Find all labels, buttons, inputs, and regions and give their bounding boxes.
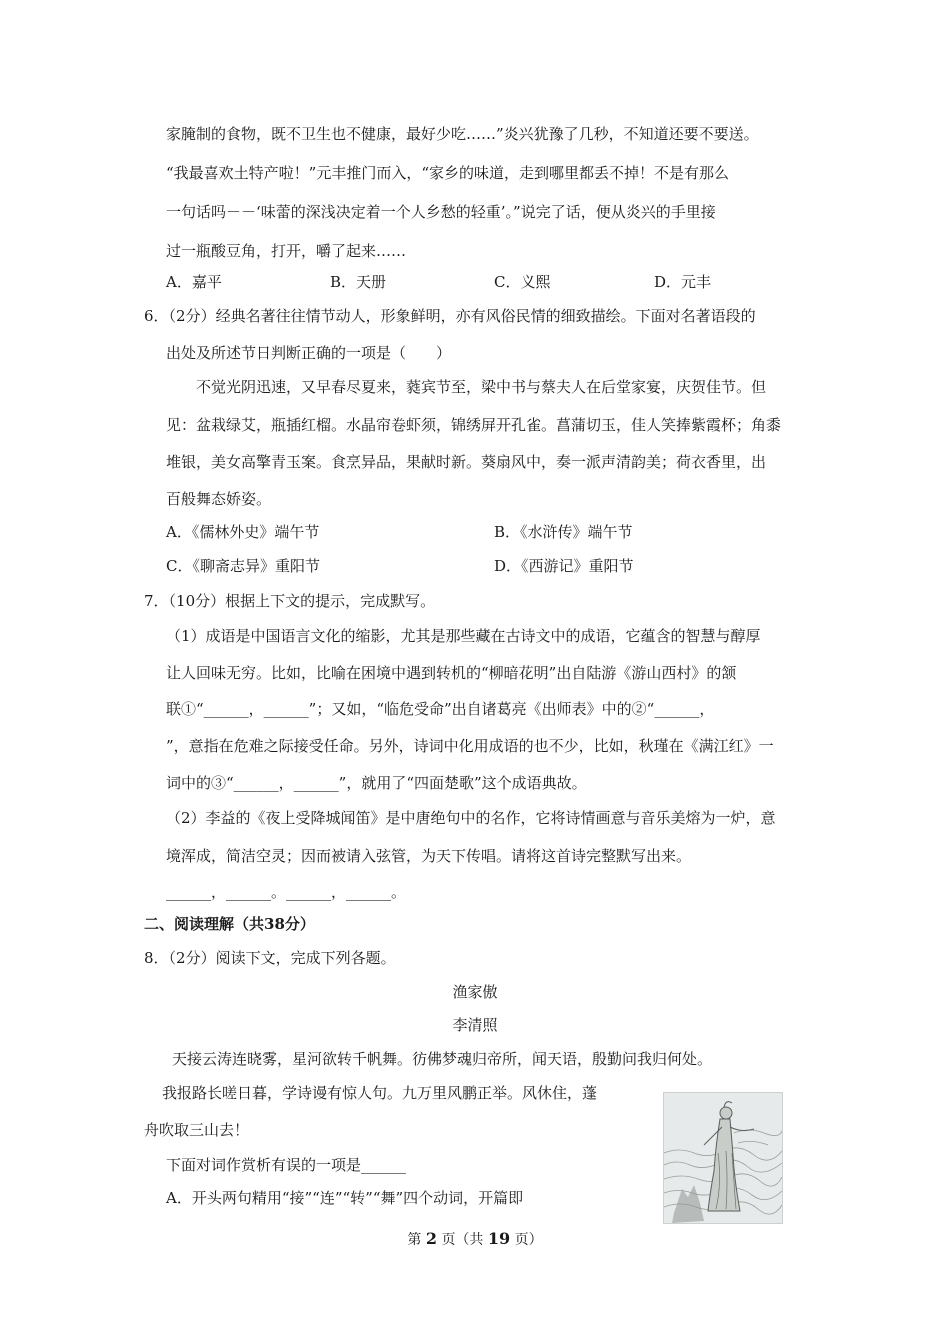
q6-option-b[interactable]: B．《水浒传》端午节 [494, 523, 633, 541]
poem-line: 我报路长嗟日暮，学诗谩有惊人句。九万里风鹏正举。风休住，蓬 [162, 1084, 598, 1102]
q6-passage-line: 见：盆栽绿艾，瓶插红榴。水晶帘卷虾须，锦绣屏开孔雀。菖蒲切玉，佳人笑捧紫霞杯；角黍 [166, 416, 782, 434]
q7-line: ”，意指在危难之际接受任命。另外，诗词中化用成语的也不少，比如，秋瑾在《满江红》一 [166, 737, 774, 755]
footer-prefix: 第 [407, 1232, 422, 1248]
q6-passage-line: 堆银，美女高擎青玉案。食烹异品，果献时新。葵扇风中，奏一派声清韵美；荷衣香里，出 [166, 453, 767, 471]
current-page-number: 2 [425, 1229, 437, 1248]
q7-line: 境浑成，简洁空灵；因而被请入弦管，为天下传唱。请将这首诗完整默写出来。 [166, 847, 692, 865]
q7-stem: 7．（10分）根据上下文的提示，完成默写。 [144, 592, 436, 610]
q5-passage-line: “我最喜欢土特产啦！”元丰推门而入，“家乡的味道，走到哪里都丢不掉！不是有那么 [166, 164, 730, 182]
q6-option-a[interactable]: A．《儒林外史》端午节 [166, 523, 320, 541]
q6-stem-line: 6．（2分）经典名著往往情节动人，形象鲜明，亦有风俗民情的细致描绘。下面对名著语段的 [144, 307, 756, 325]
q8-stem: 8．（2分）阅读下文，完成下列各题。 [144, 949, 396, 967]
q5-passage-line: 家腌制的食物，既不卫生也不健康，最好少吃……”炎兴犹豫了几秒，不知道还要不要送。 [166, 125, 759, 143]
q5-option-c[interactable]: C．义熙 [494, 273, 551, 291]
q7-line: 联①“______，______”；又如，“临危受命”出自诸葛亮《出师表》中的②“______， [166, 700, 715, 718]
q5-option-a[interactable]: A．嘉平 [166, 273, 222, 291]
q6-passage-line: 不觉光阴迅速，又早春尽夏来，蕤宾节至，梁中书与蔡夫人在后堂家宴，庆贺佳节。但 [196, 378, 767, 396]
poem-title: 渔家傲 [452, 983, 498, 1001]
q6-option-c[interactable]: C．《聊斋志异》重阳节 [166, 557, 320, 575]
q5-passage-line: 过一瓶酸豆角，打开，嚼了起来…… [166, 242, 407, 260]
footer-suffix: 页） [514, 1232, 543, 1248]
q7-line: 让人回味无穷。比如，比喻在困境中遇到转机的“柳暗花明”出自陆游《游山西村》的颔 [166, 664, 737, 682]
poet-illustration [663, 1092, 783, 1224]
q8-question: 下面对词作赏析有误的一项是______ [166, 1156, 407, 1174]
poem-line: 舟吹取三山去！ [144, 1121, 250, 1139]
q7-line: 词中的③“______，______”，就用了“四面楚歌”这个成语典故。 [166, 774, 587, 792]
q5-passage-line: 一句话吗－－‘味蕾的深浅决定着一个人乡愁的轻重’。”说完了话，便从炎兴的手里接 [166, 203, 716, 221]
q7-line: （2）李益的《夜上受降城闻笛》是中唐绝句中的名作，它将诗情画意与音乐美熔为一炉，意 [166, 809, 776, 827]
q6-passage-line: 百般舞态娇姿。 [166, 490, 272, 508]
q6-option-d[interactable]: D．《西游记》重阳节 [494, 557, 634, 575]
q5-option-d[interactable]: D．元丰 [654, 273, 712, 291]
total-pages-number: 19 [487, 1229, 511, 1248]
page-footer [0, 1229, 950, 1250]
q7-answer-blanks[interactable]: ______，______。______，______。 [166, 883, 407, 901]
q6-stem-line: 出处及所述节日判断正确的一项是（ ） [166, 344, 452, 362]
footer-middle: 页（共 [441, 1232, 484, 1248]
section-heading: 二、阅读理解（共38分） [144, 915, 315, 933]
poem-line: 天接云涛连晓雾，星河欲转千帆舞。彷佛梦魂归帝所，闻天语，殷勤问我归何处。 [172, 1050, 713, 1068]
poet-illustration-drawing [664, 1093, 782, 1223]
q5-option-b[interactable]: B．天册 [330, 273, 387, 291]
q8-option-a[interactable]: A．开头两句精用“接”“连”“转”“舞”四个动词，开篇即 [166, 1189, 524, 1207]
poem-author: 李清照 [452, 1016, 498, 1034]
q7-line: （1）成语是中国语言文化的缩影，尤其是那些藏在古诗文中的成语，它蕴含的智慧与醇厚 [166, 627, 761, 645]
